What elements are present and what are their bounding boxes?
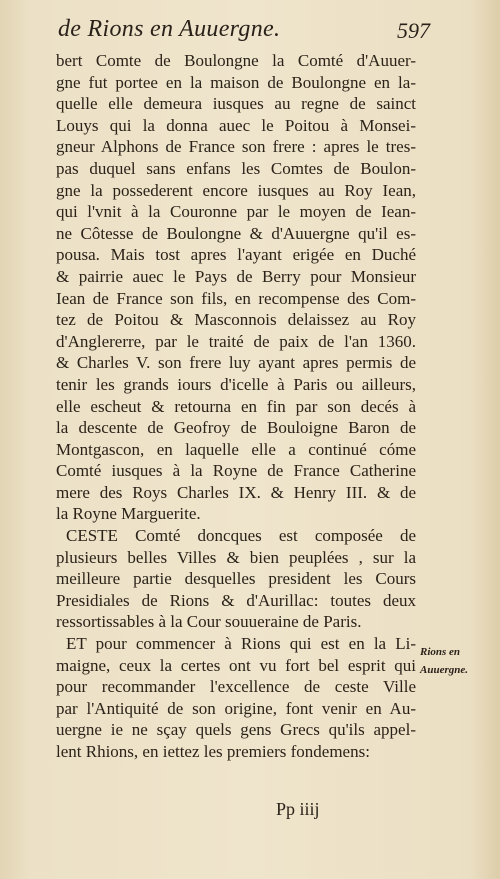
text-line: Presidiales de Rions & d'Aurillac: toutes deux — [56, 590, 416, 610]
text-line: mere des Roys Charles IX. & Henry III. & de — [56, 482, 416, 502]
margin-note — [420, 643, 498, 679]
text-line: ne Côtesse de Boulongne & d'Auuergne qu'il es- — [56, 223, 416, 243]
text-line: pour recommander l'excellence de ceste Ville — [56, 677, 416, 697]
text-line: pousa. Mais tost apres l'ayant erigée en Duché — [56, 245, 416, 265]
text-line: & pairrie auec le Pays de Berry pour Monsieur — [56, 266, 416, 286]
text-line: tenir les grands iours d'icelle à Paris ou ailleurs, — [56, 374, 416, 394]
text-line: uergne ie ne sçay quels gens Grecs qu'ils appel- — [56, 720, 416, 740]
page-header — [58, 14, 430, 48]
text-line: ressortissables à la Cour souueraine de Paris. — [56, 612, 362, 632]
text-line: bert Comte de Boulongne la Comté d'Auuer- — [56, 51, 416, 70]
text-line: Louys qui la donna auec le Poitou à Monsei- — [56, 115, 416, 135]
signature-mark: Pp iiij — [276, 799, 320, 819]
text-line: Comté iusques à la Royne de France Catherine — [56, 461, 416, 481]
text-line: la descente de Geofroy de Bouloigne Baron de — [56, 418, 416, 438]
text-line: lent Rhions, en iettez les premiers fondemens: — [56, 742, 370, 761]
text-line: ET pour commencer à Rions qui est en la Li- — [66, 634, 416, 654]
text-line: d'Anglererre, par le traité de paix de l'an 1360. — [56, 331, 416, 351]
text-line: tez de Poitou & Masconnois delaissez au Roy — [56, 310, 416, 330]
text-line: pas duquel sans enfans les Comtes de Boulon- — [56, 158, 416, 178]
text-line: gne fut portee en la maison de Boulongne en la- — [56, 72, 416, 92]
text-line: elle escheut & retourna en fin par son decés à — [56, 396, 416, 416]
text-line: qui l'vnit à la Couronne par le moyen de Iean- — [56, 202, 416, 222]
body-text — [56, 50, 416, 763]
text-line: la Royne Marguerite. — [56, 504, 201, 524]
text-line: CESTE Comté doncques est composée de — [66, 526, 416, 546]
text-line: Montgascon, en laquelle elle a continué cóme — [56, 439, 416, 459]
text-line: par l'Antiquité de son origine, font venir en Au- — [56, 698, 416, 718]
running-title: de Rions en Auuergne. — [58, 16, 281, 42]
text-line: plusieurs belles Villes & bien peuplées , sur la — [56, 547, 416, 567]
text-line: gne la possederent encore iusques au Roy Iean, — [56, 180, 416, 200]
text-line: gneur Alphons de France son frere : apres le tres- — [56, 137, 416, 157]
text-line: quelle elle demeura iusques au regne de sainct — [56, 94, 416, 114]
margin-note-line: Rions en — [420, 646, 461, 658]
text-line: Iean de France son fils, en recompense des Com- — [56, 288, 416, 308]
text-line: maigne, ceux la certes ont vu fort bel esprit qui — [56, 655, 416, 675]
page-number: 597 — [397, 18, 430, 43]
text-line: & Charles V. son frere luy ayant apres permis de — [56, 353, 416, 373]
text-line: meilleure partie desquelles president les Cours — [56, 569, 416, 589]
margin-note-line: Auuergne. — [420, 664, 468, 676]
